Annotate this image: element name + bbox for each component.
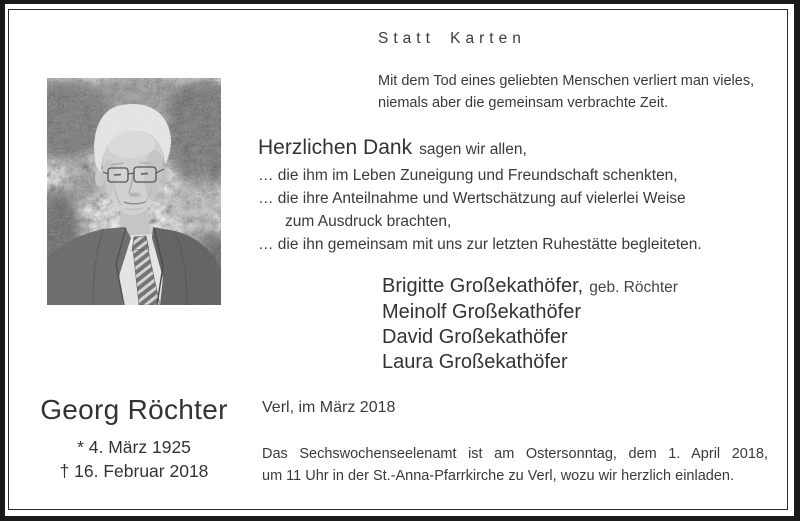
thanks-line: … die ihm im Leben Zuneigung und Freundschaft schenkten, [258,167,678,184]
photo-grain-overlay [47,78,221,305]
thanks-line: … die ihn gemeinsam mit uns zur letzten Ruhestätte begleiteten. [258,236,702,253]
portrait-illustration [47,78,221,305]
place-and-date: Verl, im März 2018 [262,399,396,416]
service-notice-line-1: Das Sechswochenseelenamt ist am Ostersonntag, dem 1. April 2018, [262,446,768,462]
family-member-name: Brigitte Großekathöfer, [382,275,584,297]
family-member: Laura Großekathöfer [382,351,568,373]
thanks-line-continuation: zum Ausdruck brachten, [285,213,452,230]
thanks-heading-emphasis: Herzlichen Dank [258,136,413,159]
deceased-birth-date: * 4. März 1925 [77,437,191,457]
pre-header: Statt Karten [378,30,526,47]
intro-line-2: niemals aber die gemeinsam verbrachte Zeit. [378,95,669,111]
thanks-list [258,164,702,256]
deceased-name: Georg Röchter [40,394,228,425]
service-notice [262,443,768,487]
deceased-death-date: † 16. Februar 2018 [59,461,209,481]
service-notice-line-2: um 11 Uhr in der St.-Anna-Pfarrkirche zu Verl, wozu wir herzlich einladen. [262,468,734,484]
thanks-line: … die ihre Anteilnahme und Wertschätzung auf vielerlei Weise [258,190,686,207]
thanks-heading-suffix: sagen wir allen, [419,141,527,158]
deceased-block [33,394,235,483]
family-member [382,274,678,300]
intro-quote [378,70,754,114]
family-member: Meinolf Großekathöfer [382,301,581,323]
family-names [382,274,678,375]
maiden-name-note: geb. Röchter [589,279,678,296]
memorial-photo [47,78,221,305]
thanks-heading [258,135,527,163]
intro-line-1: Mit dem Tod eines geliebten Menschen verliert man vieles, [378,73,755,89]
family-member: David Großekathöfer [382,326,568,348]
